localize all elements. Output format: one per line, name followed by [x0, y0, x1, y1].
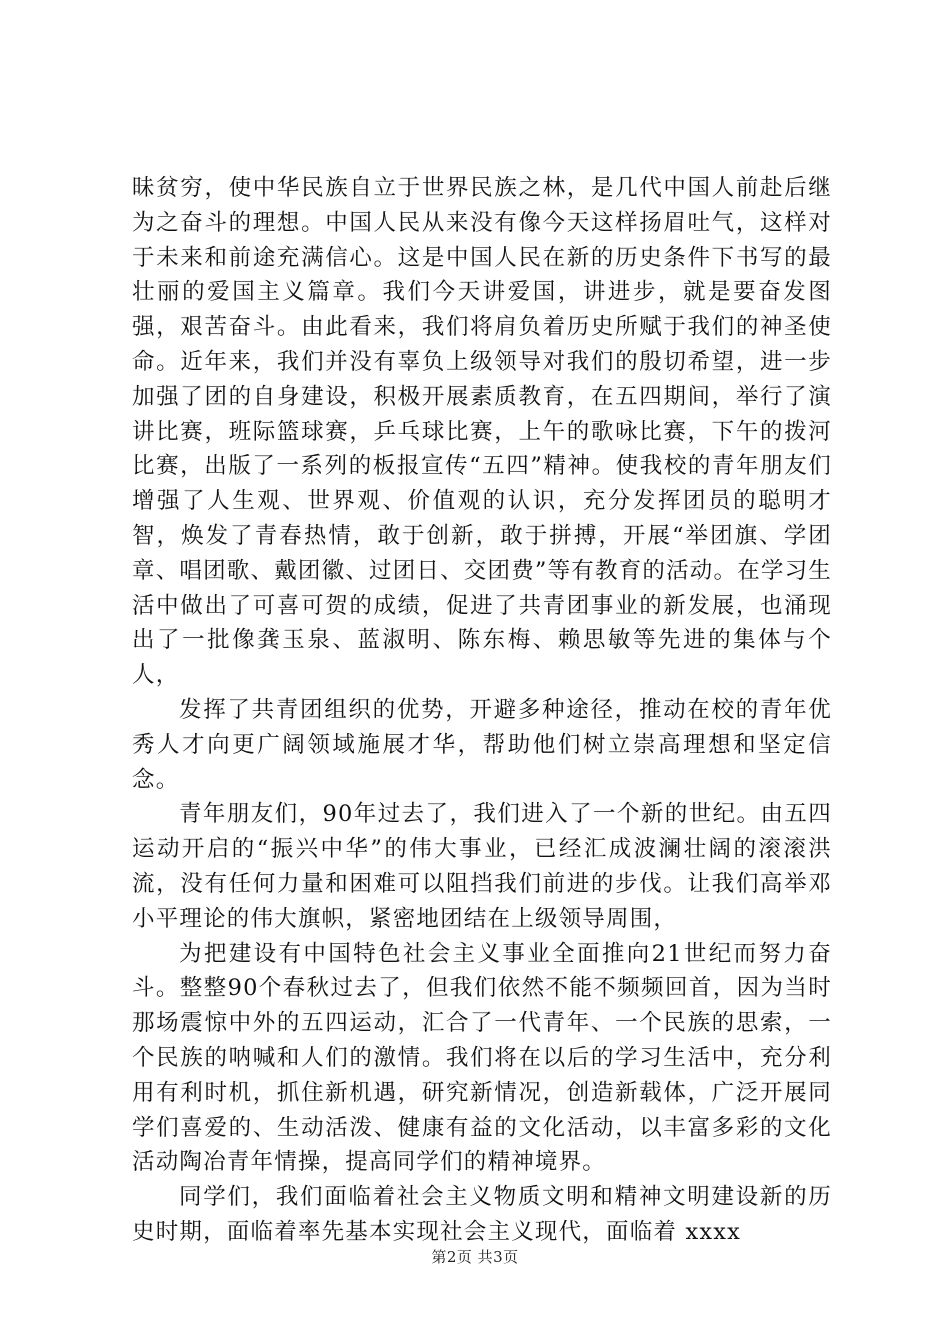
document-body: [132, 171, 832, 1250]
page-footer: 第2页 共3页: [431, 1248, 519, 1266]
paragraph-5: 同学们，我们面临着社会主义物质文明和精神文明建设新的历史时期，面临着率先基本实现社会主义现代，面临着 xxxx: [132, 1184, 832, 1245]
paragraph-2: 发挥了共青团组织的优势，开避多种途径，推动在校的青年优秀人才向更广阔领域施展才华，帮助他们树立崇高理想和坚定信念。: [132, 696, 832, 793]
paragraph-3: 青年朋友们，90年过去了，我们进入了一个新的世纪。由五四运动开启的“振兴中华”的伟大事业，已经汇成波澜壮阔的滚滚洪流，没有任何力量和困难可以阻挡我们前进的步伐。让我们高举邓小平理论的伟大旗帜，紧密地团结在上级领导周围，: [132, 801, 832, 932]
paragraph-1: 昧贫穷，使中华民族自立于世界民族之林，是几代中国人前赴后继为之奋斗的理想。中国人民从来没有像今天这样扬眉吐气，这样对于未来和前途充满信心。这是中国人民在新的历史条件下书写的最壮丽的爱国主义篇章。我们今天讲爱国，讲进步，就是要奋发图强，艰苦奋斗。由此看来，我们将肩负着历史所赋于我们的神圣使命。近年来，我们并没有辜负上级领导对我们的殷切希望，进一步加强了团的自身建设，积极开展素质教育，在五四期间，举行了演讲比赛，班际篮球赛，乒乓球比赛，上午的歌咏比赛，下午的拨河比赛，出版了一系列的板报宣传“五四”精神。使我校的青年朋友们增强了人生观、世界观、价值观的认识，充分发挥团员的聪明才智，焕发了青春热情，敢于创新，敢于拼搏，开展“举团旗、学团章、唱团歌、戴团徽、过团日、交团费”等有教育的活动。在学习生活中做出了可喜可贺的成绩，促进了共青团事业的新发展，也涌现出了一批像龚玉泉、蓝淑明、陈东梅、赖思敏等先进的集体与个人，: [132, 175, 833, 689]
paragraph-4: 为把建设有中国特色社会主义事业全面推向21世纪而努力奋斗。整整90个春秋过去了，但我们依然不能不频频回首，因为当时那场震惊中外的五四运动，汇合了一代青年、一个民族的思索，一个民族的呐喊和人们的激情。我们将在以后的学习生活中，充分利用有利时机，抓住新机遇，研究新情况，创造新载体，广泛开展同学们喜爱的、生动活泼、健康有益的文化活动，以丰富多彩的文化活动陶冶青年情操，提高同学们的精神境界。: [132, 940, 832, 1176]
